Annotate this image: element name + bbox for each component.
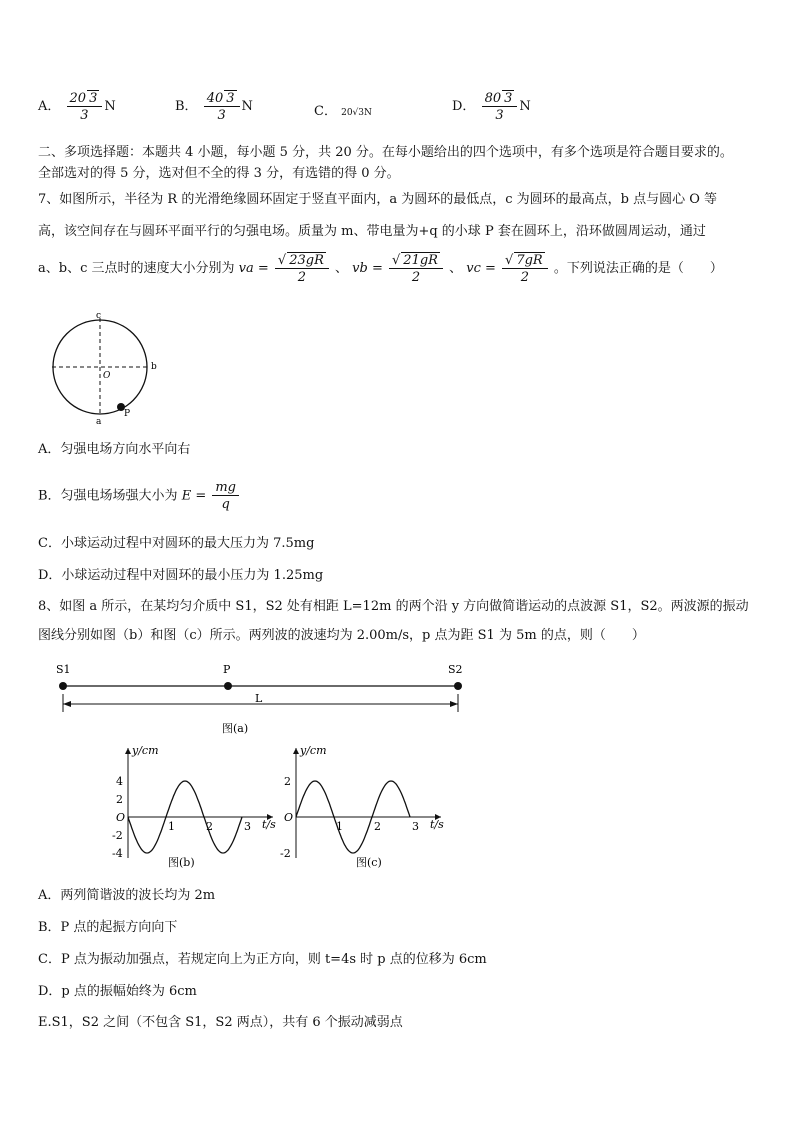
label-a: a xyxy=(96,417,102,425)
q8-line1: 8、如图 a 所示，在某均匀介质中 S1，S2 处有相距 L=12m 的两个沿 y 方向做简谐运动的点波源 S1，S2。两波源的振动 xyxy=(38,599,749,614)
q8-figure-c-chart xyxy=(276,740,448,870)
q6-option-c[interactable]: C． 20√3N xyxy=(314,104,372,119)
x-label: t/s xyxy=(262,818,276,831)
q8-figure-a xyxy=(50,658,480,738)
caption-c: 图(c) xyxy=(356,856,382,869)
x-tick-label: 1 xyxy=(168,820,175,833)
label-s2: S2 xyxy=(448,663,463,676)
arrow-right-icon xyxy=(450,701,458,707)
q8-option-e[interactable]: E.S1，S2 之间（不包含 S1，S2 两点），共有 6 个振动减弱点 xyxy=(38,1015,403,1030)
caption-b: 图(b) xyxy=(168,856,195,869)
y-arrow-icon xyxy=(125,748,131,754)
q7-line3: a、b、c 三点时的速度大小分别为 va = $\frac{√ 23gR}{2}$ 、 vb = $\frac{√ 21gR}{2}$ 、 vc = $\frac{√ 7gR}{2}$ 。下列说法正确的是（ ） xyxy=(38,253,723,285)
x-tick-label: 1 xyxy=(336,820,343,833)
q7-line2: 高，该空间存在与圆环平面平行的匀强电场。质量为 m、带电量为+q 的小球 P 套在圆环上，沿环做圆周运动，通过 xyxy=(38,224,706,239)
q8-line2: 图线分别如图（b）和图（c）所示。两列波的波速均为 2.00m/s，p 点为距 S1 为 5m 的点，则（ ） xyxy=(38,628,645,643)
x-label: t/s xyxy=(430,818,444,831)
q8-option-c[interactable]: C．P 点为振动加强点，若规定向上为正方向，则 t=4s 时 p 点的位移为 6cm xyxy=(38,952,487,967)
y-tick-label: O xyxy=(116,811,126,824)
q7-option-c[interactable]: C．小球运动过程中对圆环的最大压力为 7.5mg xyxy=(38,536,315,551)
x-tick-label: 2 xyxy=(206,820,213,833)
y-label: y/cm xyxy=(300,744,327,757)
x-tick-label: 2 xyxy=(374,820,381,833)
y-label: y/cm xyxy=(132,744,159,757)
arrow-left-icon xyxy=(63,701,71,707)
x-tick-label: 3 xyxy=(412,820,419,833)
q6-option-a[interactable]: A． $\frac{20 3}{3}$ N xyxy=(38,91,116,123)
label-l: L xyxy=(255,692,263,705)
q8-option-b[interactable]: B．P 点的起振方向向下 xyxy=(38,920,178,935)
q6-option-b[interactable]: B． $\frac{40 3}{3}$ N xyxy=(175,91,253,123)
caption-a: 图(a) xyxy=(222,722,249,735)
source-s2-dot xyxy=(454,682,462,690)
label-p: P xyxy=(223,663,231,676)
section2-line2: 全部选对的得 5 分，选对但不全的得 3 分，有选错的得 0 分。 xyxy=(38,166,400,181)
y-tick-label: 2 xyxy=(116,793,123,806)
q7-line1: 7、如图所示，半径为 R 的光滑绝缘圆环固定于竖直平面内，a 为圆环的最低点，c 为圆环的最高点，b 点与圆心 O 等 xyxy=(38,192,717,207)
point-p-dot xyxy=(224,682,232,690)
y-tick-label: 2 xyxy=(284,775,291,788)
q7-option-d[interactable]: D．小球运动过程中对圆环的最小压力为 1.25mg xyxy=(38,568,324,583)
label-o: O xyxy=(103,371,111,381)
y-tick-label: -2 xyxy=(112,829,123,842)
q8-option-a[interactable]: A．两列简谐波的波长均为 2m xyxy=(38,888,216,903)
label-b: b xyxy=(151,362,157,372)
label-c: c xyxy=(96,311,102,321)
q8-option-d[interactable]: D．p 点的振幅始终为 6cm xyxy=(38,984,197,999)
y-tick-label: 4 xyxy=(116,775,123,788)
label-p: P xyxy=(124,409,131,419)
q8-figure-b-chart xyxy=(108,740,280,870)
q7-circle-figure xyxy=(48,310,168,425)
x-tick-label: 3 xyxy=(244,820,251,833)
q7-option-b[interactable]: B．匀强电场场强大小为 E = $\frac{mg}{q}$ xyxy=(38,480,241,512)
y-tick-label: -2 xyxy=(280,847,291,860)
q7-option-a[interactable]: A．匀强电场方向水平向右 xyxy=(38,442,191,457)
q6-option-d[interactable]: D． $\frac{80 3}{3}$ N xyxy=(452,91,531,123)
y-tick-label: O xyxy=(284,811,294,824)
source-s1-dot xyxy=(59,682,67,690)
label-s1: S1 xyxy=(56,663,71,676)
section2-line1: 二、多项选择题：本题共 4 小题，每小题 5 分，共 20 分。在每小题给出的四个选项中，有多个选项是符合题目要求的。 xyxy=(38,145,733,160)
y-tick-label: -4 xyxy=(112,847,123,860)
y-arrow-icon xyxy=(293,748,299,754)
